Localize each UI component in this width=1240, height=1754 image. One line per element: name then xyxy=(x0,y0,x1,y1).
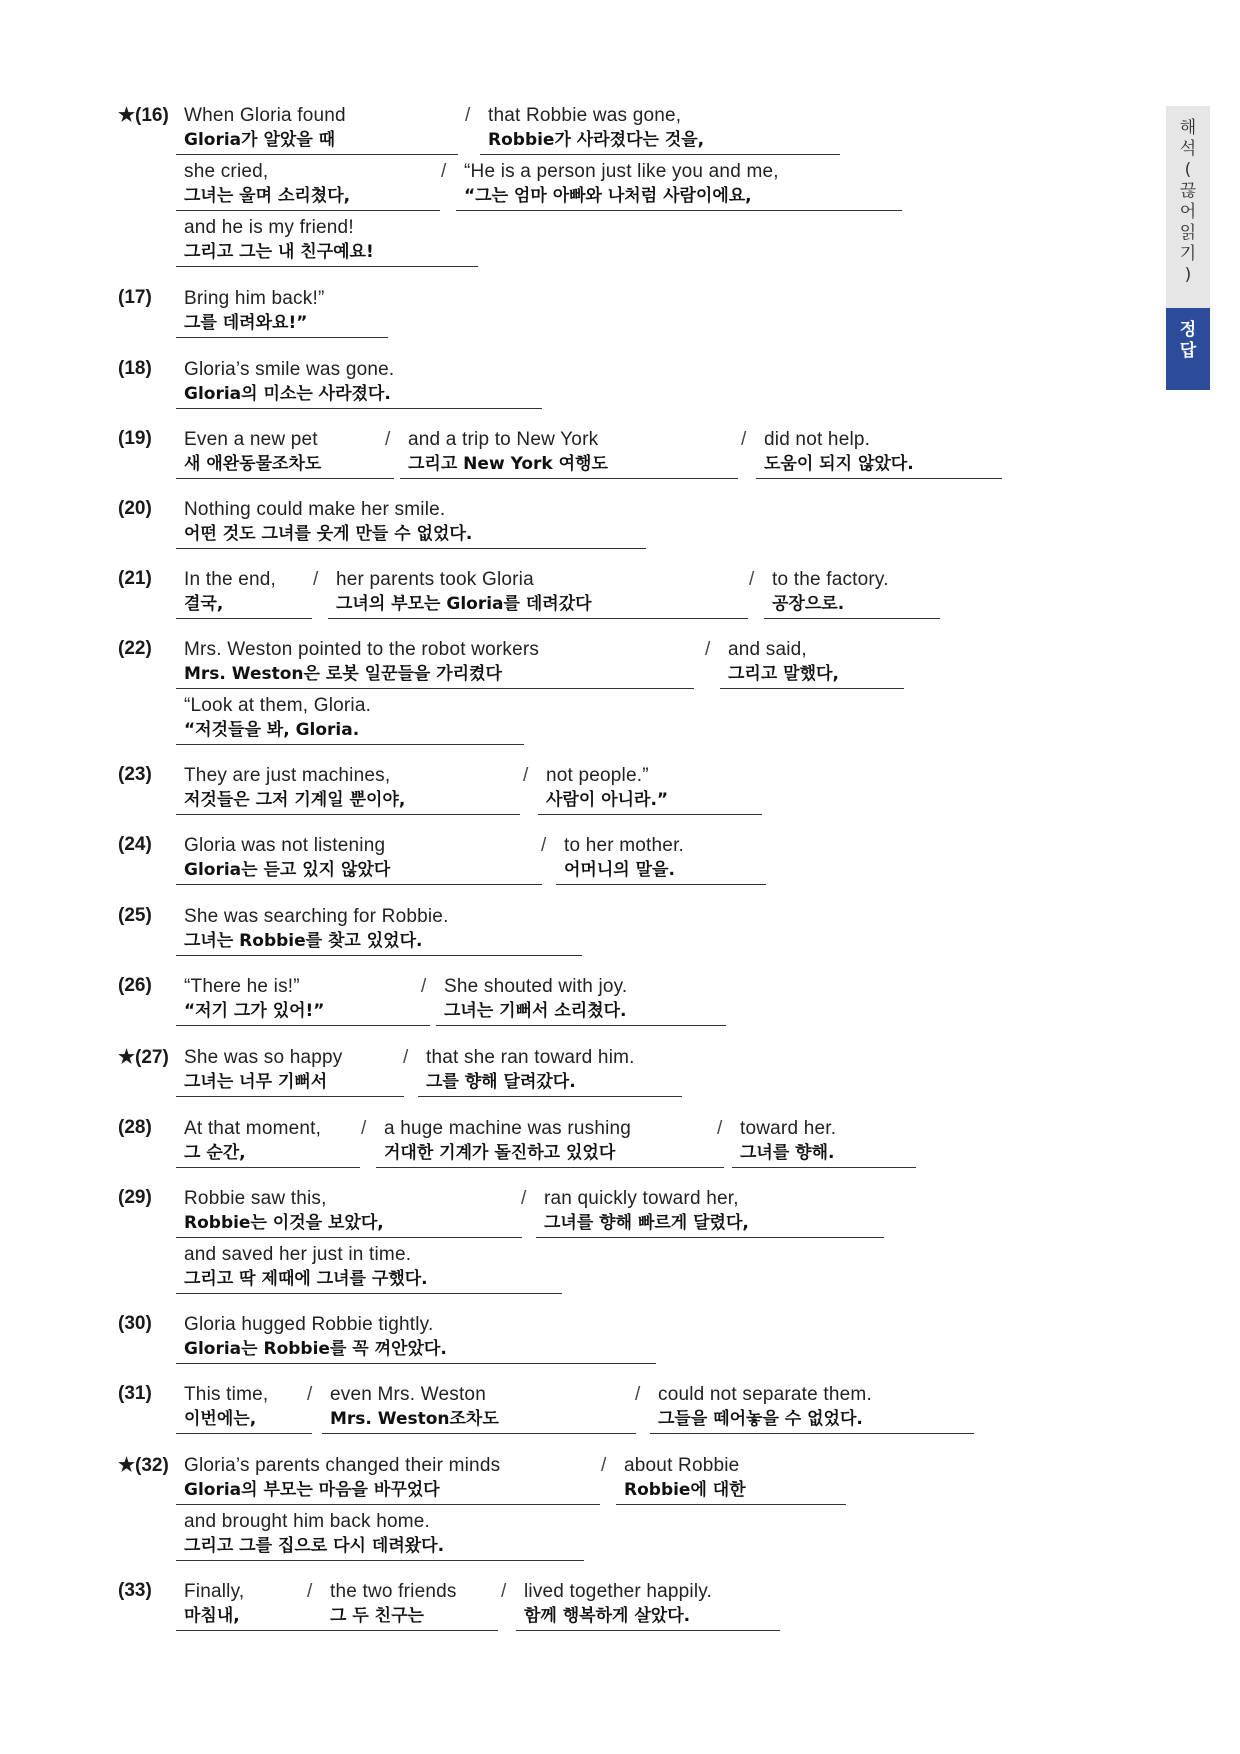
english-phrase: She was searching for Robbie. xyxy=(184,906,449,927)
sentence-number: (19) xyxy=(118,428,152,449)
phrase-chunk xyxy=(741,428,1002,479)
phrase-chunk xyxy=(176,1046,404,1097)
korean-translation: 거대한 기계가 돌진하고 있었다 xyxy=(376,1141,724,1168)
chunk-divider: / xyxy=(403,1047,409,1068)
english-phrase: Robbie saw this, xyxy=(184,1188,327,1209)
phrase-chunk xyxy=(176,1117,360,1168)
english-phrase: and he is my friend! xyxy=(184,217,354,238)
tab-char: 끊 xyxy=(1179,181,1197,201)
sentence-number: (20) xyxy=(118,498,152,519)
phrase-chunk xyxy=(176,568,312,619)
english-phrase: Finally, xyxy=(184,1581,245,1602)
korean-translation: 마침내, xyxy=(176,1604,328,1631)
english-phrase: she cried, xyxy=(184,161,269,182)
english-phrase: “There he is!” xyxy=(184,976,300,997)
korean-translation: 그리고 말했다, xyxy=(720,662,904,689)
english-phrase: did not help. xyxy=(764,429,871,450)
korean-translation: 그 두 친구는 xyxy=(322,1604,498,1631)
phrase-chunk xyxy=(385,428,738,479)
sentence-number: (24) xyxy=(118,834,152,855)
phrase-chunk xyxy=(176,216,478,267)
korean-translation: “저기 그가 있어!” xyxy=(176,999,430,1026)
phrase-chunk xyxy=(635,1383,974,1434)
phrase-chunk xyxy=(601,1454,846,1505)
tab-char: 정 xyxy=(1179,320,1197,340)
section-tab-label xyxy=(1166,106,1210,286)
english-phrase: She was so happy xyxy=(184,1047,343,1068)
english-phrase: and saved her just in time. xyxy=(184,1244,412,1265)
english-phrase: She shouted with joy. xyxy=(444,976,628,997)
chunk-divider: / xyxy=(361,1118,367,1139)
sentence-number: (18) xyxy=(118,358,152,379)
phrase-chunk xyxy=(403,1046,682,1097)
korean-translation: Gloria의 미소는 사라졌다. xyxy=(176,382,542,409)
korean-translation: Robbie에 대한 xyxy=(616,1478,846,1505)
chunk-divider: / xyxy=(741,429,747,450)
korean-translation: 이번에는, xyxy=(176,1407,312,1434)
english-phrase: lived together happily. xyxy=(524,1581,713,1602)
sentence-number: (31) xyxy=(118,1383,152,1404)
chunk-divider: / xyxy=(385,429,391,450)
korean-translation: 어떤 것도 그녀를 웃게 만들 수 없었다. xyxy=(176,522,646,549)
chunk-divider: / xyxy=(523,765,529,786)
english-phrase: to her mother. xyxy=(564,835,685,856)
english-phrase: and said, xyxy=(728,639,807,660)
english-phrase: At that moment, xyxy=(184,1118,322,1139)
korean-translation: 그 순간, xyxy=(176,1141,360,1168)
english-phrase: Gloria’s parents changed their minds xyxy=(184,1455,501,1476)
tab-char: 어 xyxy=(1179,202,1197,222)
english-phrase: Gloria hugged Robbie tightly. xyxy=(184,1314,434,1335)
phrase-chunk xyxy=(421,975,726,1026)
phrase-chunk xyxy=(176,287,388,338)
chunk-divider: / xyxy=(441,161,447,182)
answer-tab-label xyxy=(1166,308,1210,362)
sentence-number: (28) xyxy=(118,1117,152,1138)
korean-translation: 공장으로. xyxy=(764,592,940,619)
korean-translation: 사람이 아니라.” xyxy=(538,788,762,815)
korean-translation: 함께 행복하게 살았다. xyxy=(516,1604,780,1631)
english-phrase: not people.” xyxy=(546,765,649,786)
chunk-divider: / xyxy=(313,569,319,590)
english-phrase: even Mrs. Weston xyxy=(330,1384,486,1405)
korean-translation: 도움이 되지 않았다. xyxy=(756,452,1002,479)
korean-translation: 그녀를 향해. xyxy=(732,1141,916,1168)
english-phrase: This time, xyxy=(184,1384,269,1405)
sentence-number: (21) xyxy=(118,568,152,589)
english-phrase: that Robbie was gone, xyxy=(488,105,682,126)
english-phrase: and brought him back home. xyxy=(184,1511,431,1532)
korean-translation: 그리고 그를 집으로 다시 데려왔다. xyxy=(176,1534,584,1561)
english-phrase: could not separate them. xyxy=(658,1384,872,1405)
english-phrase: Mrs. Weston pointed to the robot workers xyxy=(184,639,540,660)
korean-translation: Gloria가 알았을 때 xyxy=(176,128,458,155)
english-phrase: Even a new pet xyxy=(184,429,318,450)
english-phrase: Nothing could make her smile. xyxy=(184,499,446,520)
phrase-chunk xyxy=(705,638,904,689)
korean-translation: 그리고 New York 여행도 xyxy=(400,452,738,479)
chunk-divider: / xyxy=(421,976,427,997)
korean-translation: 어머니의 말을. xyxy=(556,858,766,885)
phrase-chunk xyxy=(176,428,394,479)
korean-translation: 그녀는 울며 소리쳤다, xyxy=(176,184,440,211)
phrase-chunk xyxy=(176,1510,584,1561)
korean-translation: Robbie는 이것을 보았다, xyxy=(176,1211,522,1238)
phrase-chunk xyxy=(176,694,524,745)
english-phrase: Gloria was not listening xyxy=(184,835,386,856)
phrase-chunk xyxy=(176,498,646,549)
sentence-number: ★(16) xyxy=(118,105,169,126)
phrase-chunk xyxy=(313,568,748,619)
phrase-chunk xyxy=(176,1580,328,1631)
sentence-number: (33) xyxy=(118,1580,152,1601)
phrase-chunk xyxy=(176,1243,562,1294)
korean-translation: 그리고 딱 제때에 그녀를 구했다. xyxy=(176,1267,562,1294)
english-phrase: the two friends xyxy=(330,1581,457,1602)
section-tab-answer xyxy=(1166,308,1210,390)
korean-translation: Gloria의 부모는 마음을 바꾸었다 xyxy=(176,1478,600,1505)
korean-translation: Mrs. Weston은 로봇 일꾼들을 가리켰다 xyxy=(176,662,694,689)
english-phrase: to the factory. xyxy=(772,569,889,590)
sentence-number: (17) xyxy=(118,287,152,308)
english-phrase: In the end, xyxy=(184,569,276,590)
korean-translation: 그녀는 너무 기뻐서 xyxy=(176,1070,404,1097)
english-phrase: ran quickly toward her, xyxy=(544,1188,739,1209)
phrase-chunk xyxy=(717,1117,916,1168)
korean-translation: 그녀는 기뻐서 소리쳤다. xyxy=(436,999,726,1026)
korean-translation: 그를 데려와요!” xyxy=(176,311,388,338)
chunk-divider: / xyxy=(749,569,755,590)
phrase-chunk xyxy=(361,1117,724,1168)
phrase-chunk xyxy=(523,764,762,815)
english-phrase: toward her. xyxy=(740,1118,837,1139)
phrase-chunk xyxy=(465,104,840,155)
english-phrase: “Look at them, Gloria. xyxy=(184,695,372,716)
korean-translation: 그들을 떼어놓을 수 없었다. xyxy=(650,1407,974,1434)
chunk-divider: / xyxy=(717,1118,723,1139)
phrase-chunk xyxy=(176,764,520,815)
english-phrase: a huge machine was rushing xyxy=(384,1118,632,1139)
korean-translation: 그녀는 Robbie를 찾고 있었다. xyxy=(176,929,582,956)
chunk-divider: / xyxy=(521,1188,527,1209)
korean-translation: Mrs. Weston조차도 xyxy=(322,1407,636,1434)
english-phrase: and a trip to New York xyxy=(408,429,599,450)
phrase-chunk xyxy=(307,1580,498,1631)
chunk-divider: / xyxy=(541,835,547,856)
tab-char: ) xyxy=(1184,265,1192,285)
phrase-chunk xyxy=(176,104,458,155)
phrase-chunk xyxy=(501,1580,780,1631)
korean-translation: 새 애완동물조차도 xyxy=(176,452,394,479)
phrase-chunk xyxy=(521,1187,884,1238)
phrase-chunk xyxy=(176,1383,312,1434)
korean-translation: “그는 엄마 아빠와 나처럼 사람이에요, xyxy=(456,184,902,211)
korean-translation: 결국, xyxy=(176,592,312,619)
phrase-chunk xyxy=(441,160,902,211)
korean-translation: 그녀를 향해 빠르게 달렸다, xyxy=(536,1211,884,1238)
phrase-chunk xyxy=(176,1454,600,1505)
english-phrase: They are just machines, xyxy=(184,765,391,786)
phrase-chunk xyxy=(176,160,440,211)
section-tab-translation xyxy=(1166,106,1210,308)
chunk-divider: / xyxy=(465,105,471,126)
english-phrase: Gloria’s smile was gone. xyxy=(184,359,395,380)
phrase-chunk xyxy=(176,905,582,956)
phrase-chunk xyxy=(176,358,542,409)
sentence-number: (25) xyxy=(118,905,152,926)
phrase-chunk xyxy=(176,1187,522,1238)
english-phrase: her parents took Gloria xyxy=(336,569,534,590)
phrase-chunk xyxy=(307,1383,636,1434)
chunk-divider: / xyxy=(307,1581,313,1602)
korean-translation: 그를 향해 달려갔다. xyxy=(418,1070,682,1097)
sentence-number: (26) xyxy=(118,975,152,996)
phrase-chunk xyxy=(176,638,694,689)
tab-char: 답 xyxy=(1179,341,1197,361)
phrase-chunk xyxy=(176,975,430,1026)
sentence-number: ★(27) xyxy=(118,1047,169,1068)
chunk-divider: / xyxy=(635,1384,641,1405)
phrase-chunk xyxy=(176,834,542,885)
korean-translation: “저것들을 봐, Gloria. xyxy=(176,718,524,745)
korean-translation: 그리고 그는 내 친구예요! xyxy=(176,240,478,267)
english-phrase: about Robbie xyxy=(624,1455,740,1476)
korean-translation: 그녀의 부모는 Gloria를 데려갔다 xyxy=(328,592,748,619)
chunk-divider: / xyxy=(501,1581,507,1602)
korean-translation: Gloria는 Robbie를 꼭 껴안았다. xyxy=(176,1337,656,1364)
english-phrase: that she ran toward him. xyxy=(426,1047,635,1068)
korean-translation: Robbie가 사라졌다는 것을, xyxy=(480,128,840,155)
korean-translation: Gloria는 듣고 있지 않았다 xyxy=(176,858,542,885)
tab-char: 읽 xyxy=(1179,223,1197,243)
tab-char: 석 xyxy=(1179,139,1197,159)
english-phrase: Bring him back!” xyxy=(184,288,325,309)
phrase-chunk xyxy=(749,568,940,619)
phrase-chunk xyxy=(541,834,766,885)
korean-translation: 저것들은 그저 기계일 뿐이야, xyxy=(176,788,520,815)
tab-char: 해 xyxy=(1179,118,1197,138)
chunk-divider: / xyxy=(307,1384,313,1405)
tab-char: ( xyxy=(1184,160,1192,180)
english-phrase: When Gloria found xyxy=(184,105,346,126)
chunk-divider: / xyxy=(705,639,711,660)
english-phrase: “He is a person just like you and me, xyxy=(464,161,779,182)
sentence-number: (30) xyxy=(118,1313,152,1334)
phrase-chunk xyxy=(176,1313,656,1364)
sentence-number: (22) xyxy=(118,638,152,659)
sentence-number: ★(32) xyxy=(118,1455,169,1476)
chunk-divider: / xyxy=(601,1455,607,1476)
sentence-number: (23) xyxy=(118,764,152,785)
sentence-number: (29) xyxy=(118,1187,152,1208)
tab-char: 기 xyxy=(1179,244,1197,264)
